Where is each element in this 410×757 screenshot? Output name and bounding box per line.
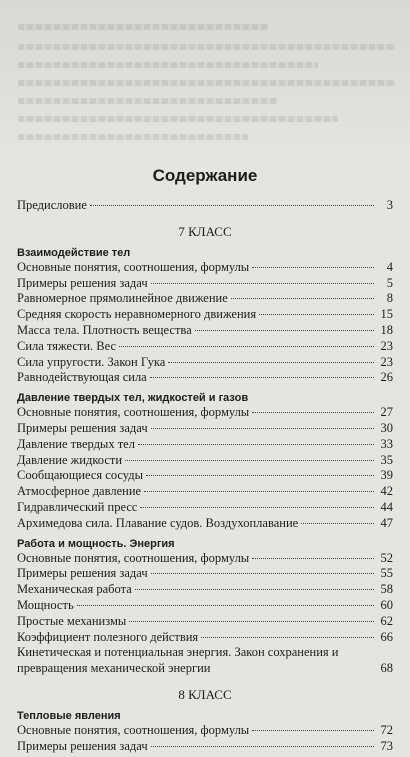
leader-dots xyxy=(119,346,374,347)
toc-entry-page: 44 xyxy=(380,499,393,514)
bleed-line xyxy=(18,44,396,50)
leader-dots xyxy=(151,428,374,429)
toc-entry[interactable] xyxy=(17,484,393,500)
leader-dots xyxy=(151,283,374,284)
toc-entry-page: 72 xyxy=(380,722,393,737)
toc-entry[interactable] xyxy=(17,614,393,630)
toc-entry[interactable] xyxy=(17,598,393,614)
bleed-line xyxy=(18,134,248,140)
leader-dots xyxy=(77,605,374,606)
leader-dots xyxy=(144,491,374,492)
toc-entry-page: 23 xyxy=(380,354,393,369)
toc-entry-page: 47 xyxy=(380,515,393,530)
toc-entry-label: Мощность xyxy=(17,597,74,612)
bleed-line xyxy=(18,98,278,104)
toc-entry[interactable] xyxy=(17,582,393,598)
leader-dots xyxy=(168,362,374,363)
bleed-through-area xyxy=(0,0,410,160)
toc-entry-page: 33 xyxy=(380,436,393,451)
toc-entry[interactable] xyxy=(17,291,393,307)
leader-dots xyxy=(252,558,374,559)
class-heading-8: 8 КЛАСС xyxy=(178,686,232,702)
leader-dots xyxy=(140,507,374,508)
page-title: Содержание xyxy=(152,166,258,185)
toc-section xyxy=(17,247,393,386)
bleed-line xyxy=(18,116,338,122)
toc-entry[interactable] xyxy=(17,500,393,516)
leader-dots xyxy=(146,475,374,476)
toc-entry-page: 5 xyxy=(386,275,393,290)
toc-entry-page: 73 xyxy=(380,738,393,753)
toc-entry[interactable] xyxy=(17,468,393,484)
toc-entry-page: 35 xyxy=(380,452,393,467)
toc-entry-page: 60 xyxy=(380,597,393,612)
toc-entry-page: 8 xyxy=(386,291,393,306)
section-heading: Работа и мощность. Энергия xyxy=(17,537,175,550)
toc-entry-label: Архимедова сила. Плавание судов. Воздухоплавание xyxy=(17,515,299,530)
toc-entry-page: 62 xyxy=(380,613,393,628)
toc-entry[interactable] xyxy=(17,339,393,355)
toc-entry-label: Кинетическая и потенциальная энергия. Закон сохранения и превращения механической энергии xyxy=(17,645,339,676)
toc-entry[interactable] xyxy=(17,405,393,421)
toc-entry-label: Механическая работа xyxy=(17,582,132,597)
class-heading-7: 7 КЛАСС xyxy=(178,223,232,239)
toc-entry-label: Примеры решения задач xyxy=(17,566,148,581)
toc-entry[interactable] xyxy=(17,323,393,339)
leader-dots xyxy=(231,298,374,299)
toc-entry-page: 30 xyxy=(380,420,393,435)
leader-dots xyxy=(252,412,374,413)
leader-dots xyxy=(252,267,374,268)
leader-dots xyxy=(301,523,374,524)
leader-dots xyxy=(125,460,374,461)
toc-entry[interactable] xyxy=(17,645,393,677)
toc-entry-label: Средняя скорость неравномерного движения xyxy=(17,307,257,322)
toc-entry-page: 3 xyxy=(386,198,393,212)
toc-entry-label: Сообщающиеся сосуды xyxy=(17,468,144,483)
toc-entry-page: 26 xyxy=(380,370,393,385)
toc-entry-label: Основные понятия, соотношения, формулы xyxy=(17,259,250,274)
toc-entry-label: Сила упругости. Закон Гука xyxy=(17,354,166,369)
table-of-contents xyxy=(17,160,393,757)
toc-entry-label: Гидравлический пресс xyxy=(17,499,138,514)
section-heading: Взаимодействие тел xyxy=(17,246,131,259)
toc-entry[interactable] xyxy=(17,276,393,292)
toc-entry[interactable] xyxy=(17,421,393,437)
toc-entry[interactable] xyxy=(17,307,393,323)
toc-section xyxy=(17,538,393,677)
leader-dots xyxy=(90,205,374,206)
toc-entry-label: Предисловие xyxy=(17,198,87,212)
leader-dots xyxy=(135,589,374,590)
toc-entry-label: Простые механизмы xyxy=(17,613,127,628)
toc-section xyxy=(17,710,393,755)
section-heading: Давление твердых тел, жидкостей и газов xyxy=(17,392,249,405)
toc-entry[interactable] xyxy=(17,453,393,469)
toc-entry-label: Примеры решения задач xyxy=(17,275,148,290)
toc-entry-label: Масса тела. Плотность вещества xyxy=(17,322,192,337)
toc-entry-label: Основные понятия, соотношения, формулы xyxy=(17,550,250,565)
toc-entry-page: 66 xyxy=(380,629,393,644)
toc-entry[interactable] xyxy=(17,516,393,532)
bleed-line xyxy=(18,62,318,68)
toc-entry[interactable] xyxy=(17,566,393,582)
toc-entry[interactable] xyxy=(17,437,393,453)
toc-entry[interactable] xyxy=(17,630,393,646)
toc-entry-label: Атмосферное давление xyxy=(17,484,142,499)
toc-entry-label: Примеры решения задач xyxy=(17,420,148,435)
toc-entry-page: 15 xyxy=(380,307,393,322)
toc-entry-label: Сила тяжести. Вес xyxy=(17,338,117,353)
bleed-line xyxy=(18,80,396,86)
toc-entry[interactable] xyxy=(17,723,393,739)
leader-dots xyxy=(201,637,374,638)
toc-entry-label: Давление твердых тел xyxy=(17,436,135,451)
toc-entry-label: Основные понятия, соотношения, формулы xyxy=(17,405,250,420)
toc-entry-page: 42 xyxy=(380,484,393,499)
toc-entry-label: Равномерное прямолинейное движение xyxy=(17,291,228,306)
toc-entry-page: 23 xyxy=(380,338,393,353)
toc-entry[interactable] xyxy=(17,355,393,371)
toc-entry-preface[interactable] xyxy=(17,198,393,214)
leader-dots xyxy=(151,746,374,747)
toc-entry-page: 68 xyxy=(380,661,393,676)
toc-entry-label: Примеры решения задач xyxy=(17,738,148,753)
toc-entry[interactable] xyxy=(17,260,393,276)
toc-entry-page: 55 xyxy=(380,566,393,581)
toc-entry[interactable] xyxy=(17,370,393,386)
leader-dots xyxy=(150,377,374,378)
leader-dots xyxy=(138,444,374,445)
toc-entry-page: 39 xyxy=(380,468,393,483)
leader-dots xyxy=(151,573,374,574)
toc-entry-page: 4 xyxy=(386,259,393,274)
toc-section xyxy=(17,392,393,531)
leader-dots xyxy=(259,314,374,315)
toc-entry-page: 18 xyxy=(380,322,393,337)
toc-entry-label: Коэффициент полезного действия xyxy=(17,629,199,644)
bleed-line xyxy=(18,24,268,30)
section-heading: Тепловые явления xyxy=(17,709,121,722)
toc-entry-page: 27 xyxy=(380,405,393,420)
toc-entry-label: Давление жидкости xyxy=(17,452,123,467)
leader-dots xyxy=(195,330,374,331)
toc-entry-label: Равнодействующая сила xyxy=(17,370,147,385)
toc-entry[interactable] xyxy=(17,551,393,567)
toc-entry-page: 58 xyxy=(380,582,393,597)
toc-entry-label: Основные понятия, соотношения, формулы xyxy=(17,722,250,737)
toc-entry[interactable] xyxy=(17,739,393,755)
leader-dots xyxy=(252,730,374,731)
leader-dots xyxy=(129,621,374,622)
toc-entry-page: 52 xyxy=(380,550,393,565)
